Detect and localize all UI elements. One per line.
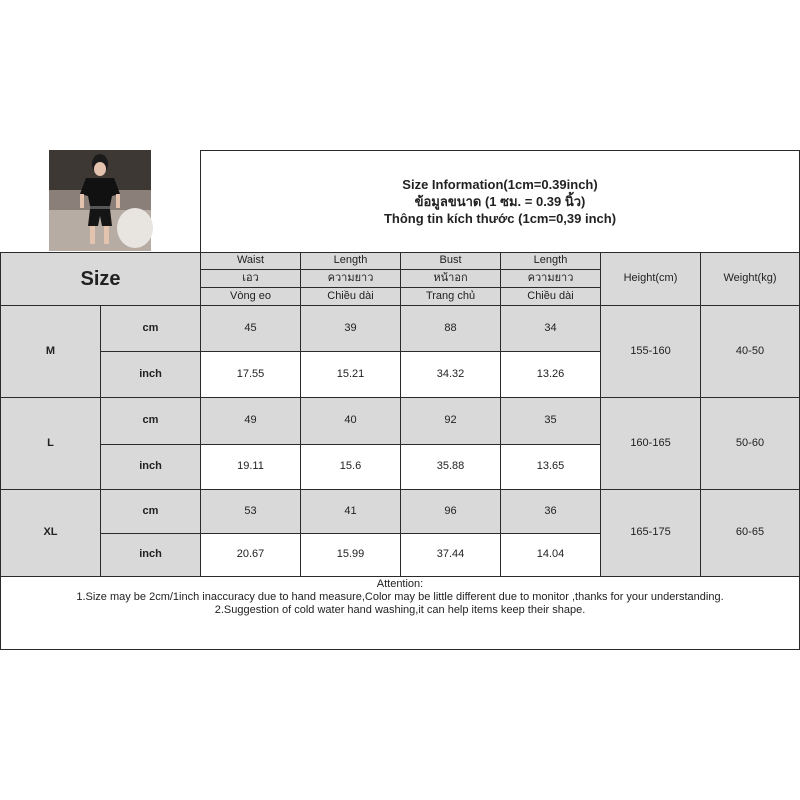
size-xl-height: 165-175 [600, 489, 701, 577]
size-m-inch-label: inch [100, 351, 201, 398]
size-l-length-cm: 40 [300, 397, 401, 445]
size-m-weight: 40-50 [700, 305, 800, 398]
size-xl-waist-cm: 53 [200, 489, 301, 534]
size-xl-length2-cm: 36 [500, 489, 601, 534]
size-l-bust-inch: 35.88 [400, 444, 501, 490]
size-xl-label: XL [0, 489, 101, 577]
size-header: Size [0, 252, 201, 306]
size-xl-length-inch: 15.99 [300, 533, 401, 577]
col-length-en: Length [300, 252, 401, 270]
size-l-label: L [0, 397, 101, 490]
col-length-vi: Chiều dài [300, 287, 401, 306]
col-weight: Weight(kg) [700, 252, 800, 306]
product-photo-image [0, 150, 201, 253]
col-waist-vi: Vòng eo [200, 287, 301, 306]
size-xl-cm-label: cm [100, 489, 201, 534]
size-xl-bust-cm: 96 [400, 489, 501, 534]
size-l-waist-inch: 19.11 [200, 444, 301, 490]
size-xl-bust-inch: 37.44 [400, 533, 501, 577]
product-photo [0, 150, 201, 253]
size-chart [0, 150, 800, 650]
size-m-height: 155-160 [600, 305, 701, 398]
col-length2-vi: Chiều dài [500, 287, 601, 306]
size-l-weight: 50-60 [700, 397, 800, 490]
size-xl-length2-inch: 14.04 [500, 533, 601, 577]
size-m-length2-cm: 34 [500, 305, 601, 352]
size-m-length-cm: 39 [300, 305, 401, 352]
size-l-inch-label: inch [100, 444, 201, 490]
size-l-length2-inch: 13.65 [500, 444, 601, 490]
size-m-bust-cm: 88 [400, 305, 501, 352]
attention-notes [0, 576, 800, 650]
size-m-length2-inch: 13.26 [500, 351, 601, 398]
col-bust-th: หน้าอก [400, 269, 501, 288]
size-xl-waist-inch: 20.67 [200, 533, 301, 577]
size-m-waist-cm: 45 [200, 305, 301, 352]
col-length2-en: Length [500, 252, 601, 270]
size-m-length-inch: 15.21 [300, 351, 401, 398]
size-m-bust-inch: 34.32 [400, 351, 501, 398]
size-l-length2-cm: 35 [500, 397, 601, 445]
size-xl-inch-label: inch [100, 533, 201, 577]
col-waist-th: เอว [200, 269, 301, 288]
col-length-th: ความยาว [300, 269, 401, 288]
attention-line-2: 2.Suggestion of cold water hand washing,it can help items keep their shape. [214, 604, 586, 616]
size-l-height: 160-165 [600, 397, 701, 490]
size-l-cm-label: cm [100, 397, 201, 445]
size-m-label: M [0, 305, 101, 398]
size-m-cm-label: cm [100, 305, 201, 352]
col-bust-en: Bust [400, 252, 501, 270]
size-xl-length-cm: 41 [300, 489, 401, 534]
col-waist-en: Waist [200, 252, 301, 270]
title-line-vi: Thông tin kích thước (1cm=0,39 inch) [383, 211, 617, 226]
size-m-waist-inch: 17.55 [200, 351, 301, 398]
size-l-waist-cm: 49 [200, 397, 301, 445]
size-xl-weight: 60-65 [700, 489, 800, 577]
attention-line-1: 1.Size may be 2cm/1inch inaccuracy due to hand measure,Color may be little different due to monitor ,thanks for your understanding. [76, 591, 724, 603]
col-bust-vi: Trang chủ [400, 287, 501, 306]
title-line-en: Size Information(1cm=0.39inch) [402, 177, 598, 192]
size-l-bust-cm: 92 [400, 397, 501, 445]
attention-heading: Attention: [376, 578, 424, 590]
title-line-th: ข้อมูลขนาด (1 ซม. = 0.39 นิ้ว) [414, 194, 586, 209]
col-height: Height(cm) [600, 252, 701, 306]
col-length2-th: ความยาว [500, 269, 601, 288]
size-info-title [200, 150, 800, 253]
size-l-length-inch: 15.6 [300, 444, 401, 490]
